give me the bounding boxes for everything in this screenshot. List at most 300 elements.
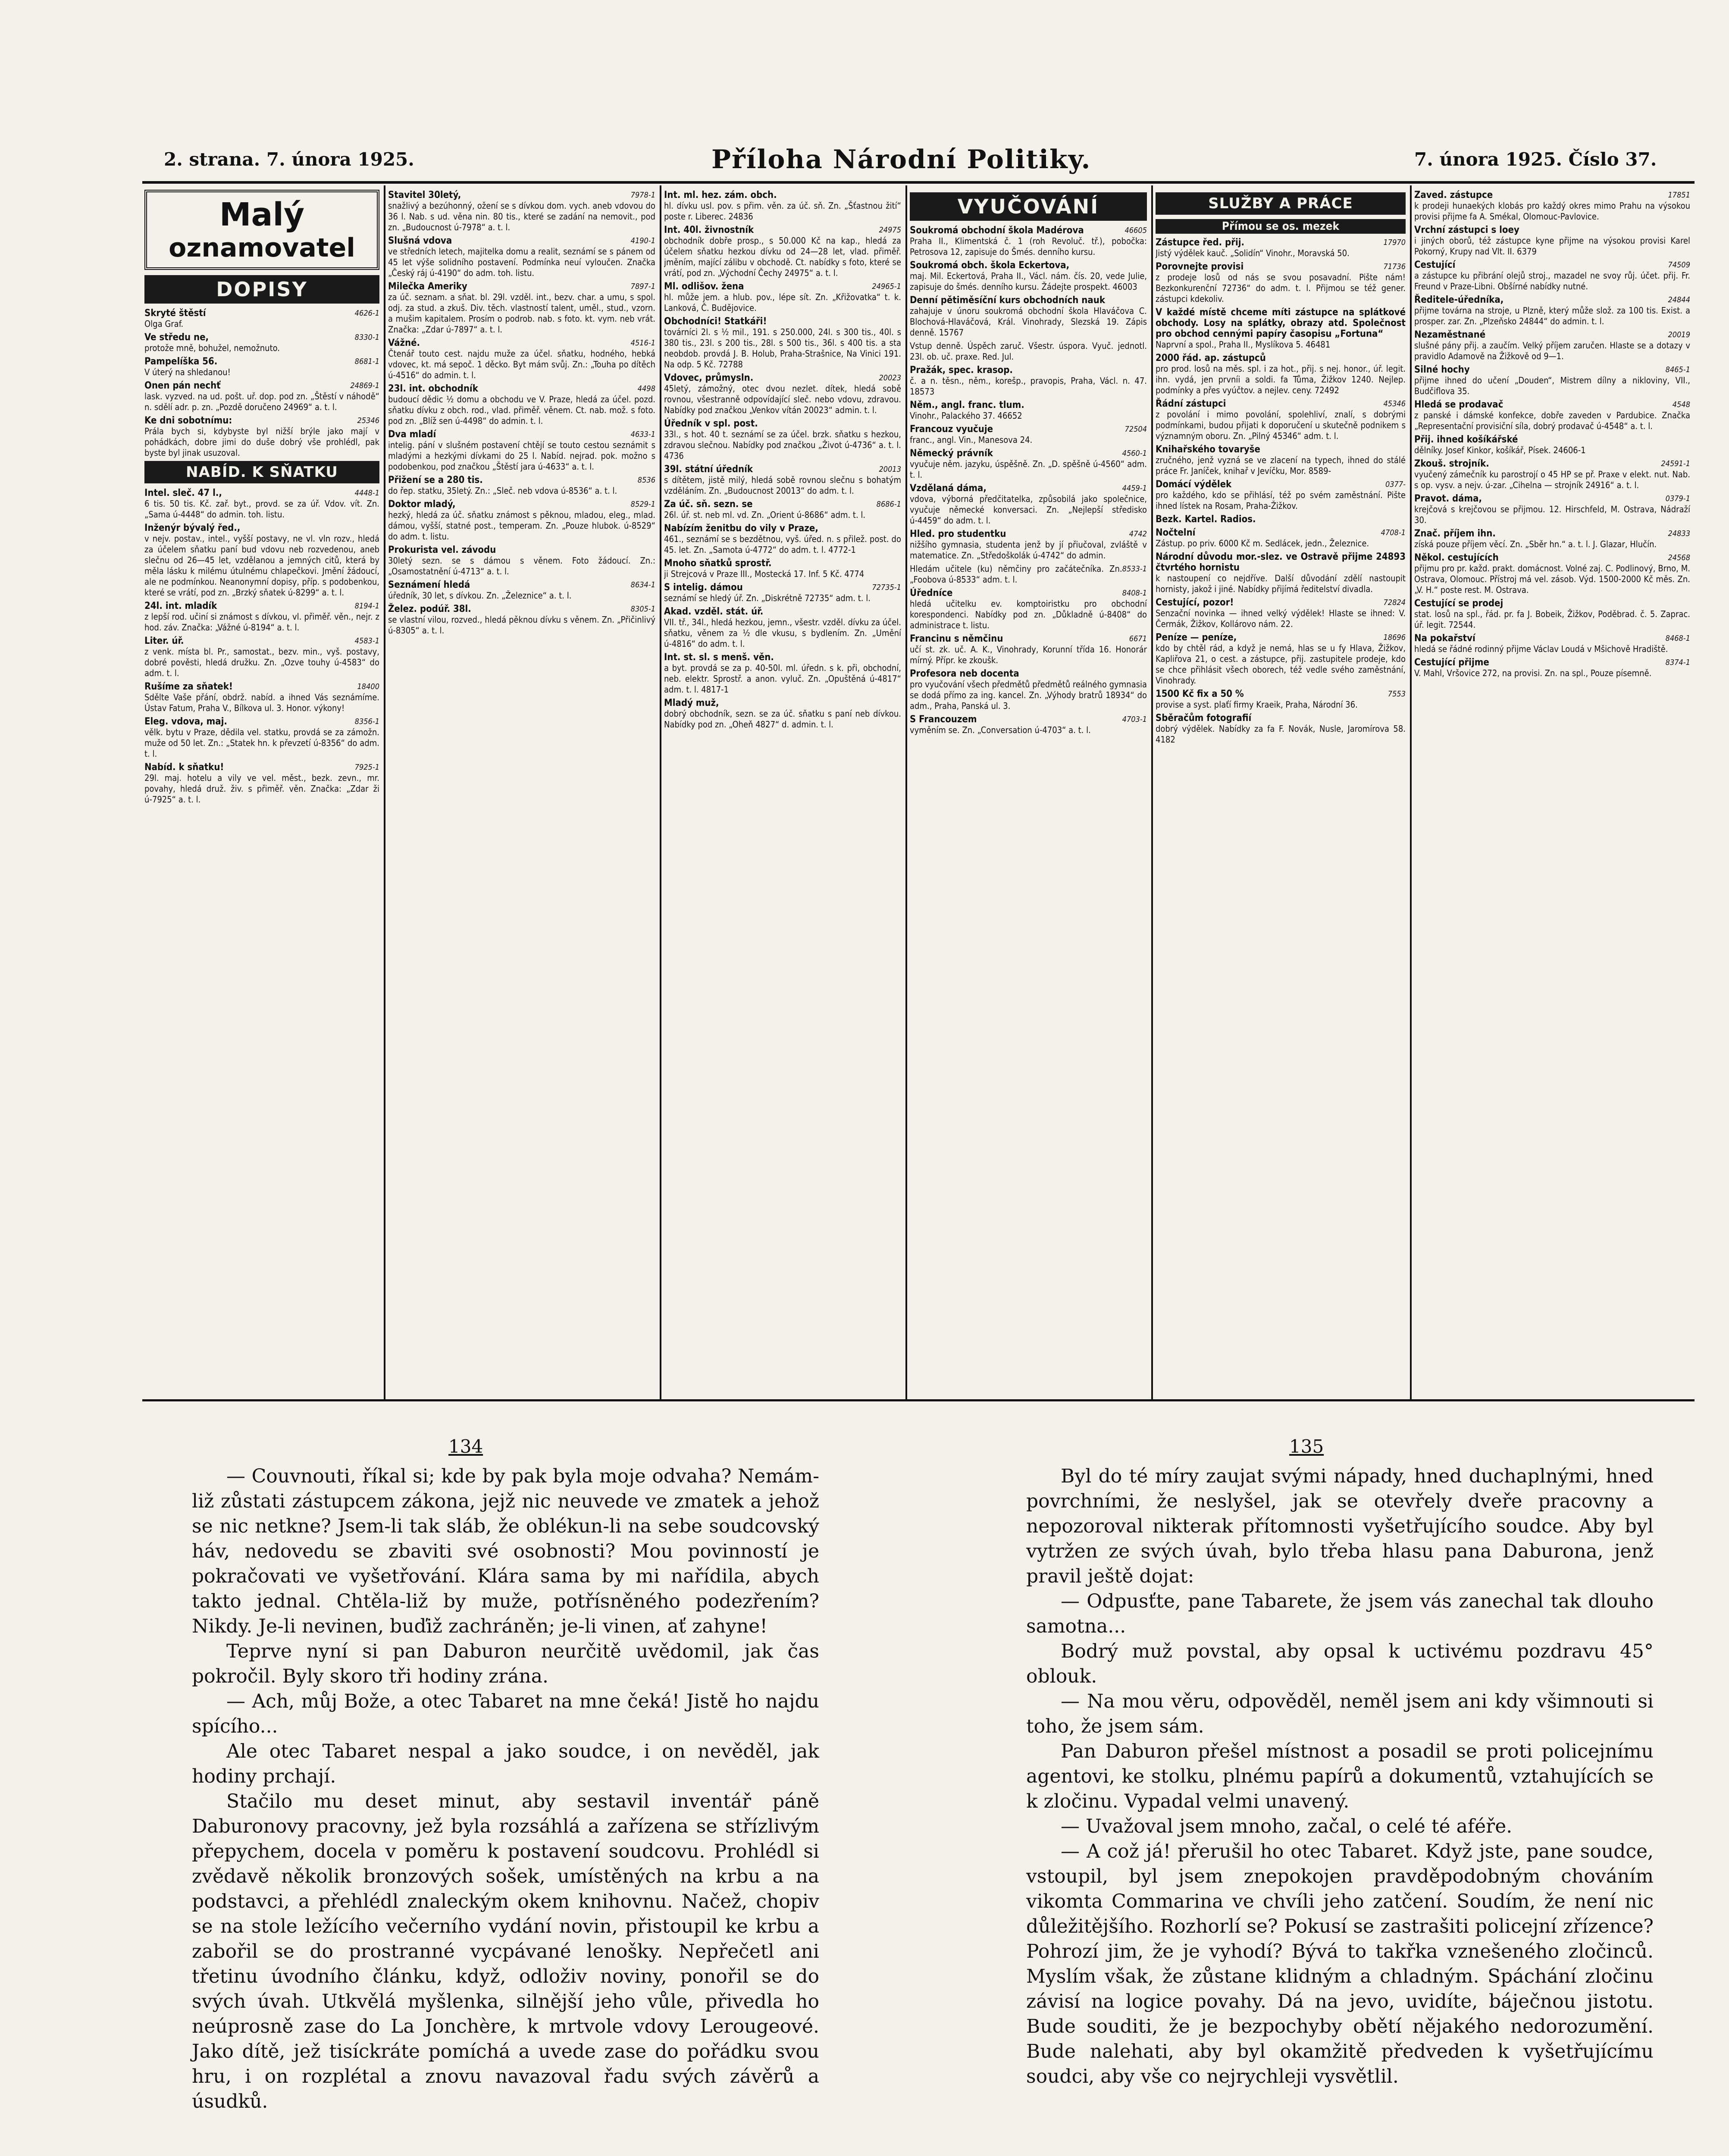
ad-headline: V každé místě chceme míti zástupce na splátkové obchody. Losy na splátky, obrazy atd. Společnost pro obchod cennými papíry časopisu „Fortuna“ <box>1156 307 1406 339</box>
ad-code: 4448-1 <box>354 489 379 498</box>
ad-headline: Seznámení hledá <box>388 580 470 590</box>
ad-body: pro každého, kdo se přihlásí, též po svém zaměstnání. Pište ihned lístek na Rosam, Praha-Žižkov. <box>1156 490 1406 511</box>
ad-headline: Doktor mladý, <box>388 499 456 510</box>
classified-ad <box>1414 458 1690 491</box>
ad-headline: Želez. podúř. 38l. <box>388 604 471 614</box>
ad-code: 4560-1 <box>1122 449 1147 458</box>
ad-headline: Cestující se prodej <box>1414 598 1503 609</box>
ad-body: Čtenář touto cest. najdu muže za účel. sňatku, hodného, hebká vdovec, kt. má sepoč. 1 děcko. Byt mám svůj. Zn.: „Touha po dítěch ú-4516“ do admin. t. l. <box>388 348 655 380</box>
classified-ad <box>144 681 379 714</box>
ad-body: dobrý výdělek. Nabídky za fa F. Novák, Nusle, Jaromírova 58. 4182 <box>1156 724 1406 745</box>
ad-body: s dítětem, jistě milý, hledá sobě rovnou slečnu s bohatým vzděláním. Zn. „Budoucnost 20013“ do adm. t. l. <box>664 475 901 496</box>
ad-body: hledá se řádné rodinný přijme Václav Loudá v Mšichově Hradiště. <box>1414 644 1668 654</box>
classified-ad <box>1156 237 1406 259</box>
ad-code: 72824 <box>1383 598 1406 607</box>
ad-headline: Soukromá obchodní škola Madérova <box>910 225 1084 236</box>
ad-code: 24869-1 <box>350 381 379 390</box>
ad-body: vyučený zámečník ku parostrojí o 45 HP se př. Praxe v elekt. nut. Nab. s op. vysv. a nejv. ú-zar. „Cihelna — strojník 24916“ a. t. l. <box>1414 469 1690 490</box>
classified-ad <box>664 464 901 496</box>
ad-headline: Ml. odlišov. žena <box>664 281 744 292</box>
ad-body: dělníky. Josef Kinkor, košíkář, Písek. 24606-1 <box>1414 445 1586 455</box>
classified-ad <box>910 564 1147 585</box>
ad-headline: Sběračům fotografií <box>1156 713 1252 724</box>
classified-ad <box>144 356 379 378</box>
ad-body: a byt. provdá se za p. 40-50l. ml. úředn. s k. při, obchodní, neb. elektr. Sprostř. a anon. vyluč. Zn. „Opuštěná ú-4817“ adm. t. l. 4817-1 <box>664 663 901 695</box>
header-rule <box>142 181 1695 184</box>
ad-body: obchodník dobře prosp., s 50.000 Kč na kap., hledá za účelem sňatku hezkou dívku od 24—28 let, vlad. přiměř. jměním, mající zálibu v obchodě. Ct. nabídky s foto, které se vrátí, pod zn. „Východní Čechy 24975“ a. t. l. <box>664 235 901 278</box>
ad-code: 4626-1 <box>354 309 379 318</box>
ad-body: úředník, 30 let, s dívkou. Zn. „Železnice“ a. t. l. <box>388 590 572 601</box>
ad-headline: Slušná vdova <box>388 235 452 246</box>
classified-ad <box>1156 713 1406 745</box>
ad-code: 4190-1 <box>630 236 655 245</box>
ad-headline: Ke dni sobotnímu: <box>144 415 232 426</box>
ad-code: 4548 <box>1672 400 1690 409</box>
classified-ad <box>1414 528 1690 550</box>
ad-body: nižšího gymnasia, studenta jenž by jí přiučoval, zvláště v matematice. Zn. „Středoškolák ú-4742“ do admin. <box>910 539 1147 561</box>
ad-headline: Někol. cestujících <box>1414 552 1499 563</box>
ad-headline: Porovnejte provisi <box>1156 261 1244 272</box>
ad-body: zahajuje v únoru soukromá obchodní škola Hlaváčova C. Blochová-Hlaváčová, Král. Vinohrady, Slezská 19. Zápis denně. 15767 <box>910 306 1147 338</box>
classified-ad <box>1414 260 1690 292</box>
ad-headline: Zástupce řed. přij. <box>1156 237 1245 248</box>
ad-headline: 39l. státní úředník <box>664 464 753 475</box>
ad-body: kdo by chtěl rád, a když je nemá, hlas se u fy Hlava, Žižkov, Kapliřova 21, o cest. a zástupce, přij. zastupitele prodeje, kdo se chce přihlásit všech oborech, též vedle svého zaměstnání, Vinohrady. <box>1156 643 1406 686</box>
ad-body: zručného, jenž vyzná se ve zlacení na typech, ihned do stálé práce Fr. Janíček, knihař v Jevíčku, Mor. 8589- <box>1156 455 1406 476</box>
ad-headline: S Francouzem <box>910 714 977 725</box>
ad-code: 8305-1 <box>630 605 655 614</box>
classified-ad <box>388 383 655 426</box>
classified-ad <box>910 295 1147 338</box>
ad-code: 45346 <box>1383 399 1406 408</box>
ad-code: 72504 <box>1124 425 1147 434</box>
ad-headline: Nabízím ženitbu do vily v Praze, <box>664 523 818 534</box>
classified-ad <box>910 341 1147 362</box>
classified-ad <box>1156 479 1406 511</box>
ad-headline: 1500 Kč fix a 50 % <box>1156 689 1244 699</box>
ad-headline: Knihařského tovaryše <box>1156 444 1260 455</box>
classified-ad <box>1414 399 1690 432</box>
ad-headline: Cestující přijme <box>1414 657 1489 668</box>
classified-ad <box>388 545 655 577</box>
ad-body: 30letý sezn. se s dámou s věnem. Foto žádoucí. Zn.: „Osamostatnění ú-4713“ a. t. l. <box>388 555 655 577</box>
section-heading-sluzby-a-prace: SLUŽBY A PRÁCE <box>1156 192 1406 215</box>
ad-headline: Bezk. Kartel. Radios. <box>1156 514 1256 525</box>
classified-ad <box>664 652 901 695</box>
ad-code: 8686-1 <box>876 500 901 509</box>
ad-headline: Znač. příjem ihn. <box>1414 528 1496 539</box>
column-rule <box>1410 185 1412 1401</box>
ad-code: 17851 <box>1668 191 1690 200</box>
ad-headline: Akad. vzděl. stát. úř. <box>664 606 764 617</box>
classified-ad <box>388 604 655 636</box>
classified-ad <box>388 475 655 496</box>
ad-body: Olga Graf. <box>144 319 184 329</box>
ad-code: 24975 <box>879 226 901 235</box>
classified-ad <box>1414 295 1690 327</box>
ad-body: stat. losů na spl., řád. pr. fa J. Bobeik, Žižkov, Poděbrad. č. 5. Zaprac. úř. legit. 72544. <box>1414 609 1690 630</box>
classified-ad <box>910 225 1147 257</box>
ad-body: Jistý výdělek kauč. „Solidín“ Vinohr., Moravská 50. <box>1156 248 1350 258</box>
classified-ad <box>910 668 1147 711</box>
ad-headline: Pražák, spec. krasop. <box>910 365 1013 376</box>
ad-code: 4583-1 <box>354 636 379 646</box>
ad-body: 45letý, zámožný, otec dvou nezlet. dítek, hledá sobě rovnou, všestranně odpovídající sleč. nebo vdovu, zdravou. Nabídky pod značkou „Venkov vítán 20023“ admin. t. l. <box>664 383 901 415</box>
ad-body: za úč. seznam. a sňat. bl. 29l. vzděl. int., bezv. char. a umu, s spol. odj. za stud. a zkuš. Div. těch. vlastností talent, uměl., stud., vzorn. a mušim kapitalem. Prosím o podrob. nab. s foto. kt. vym. neb vrát. Značka: „Zdar ú-7897“ a. t. l. <box>388 292 655 335</box>
ad-code: 20019 <box>1668 330 1690 339</box>
novel-paragraph: — Uvažoval jsem mnoho, začal, o celé té aféře. <box>1061 1815 1513 1837</box>
ad-headline: Národní důvodu mor.-slez. ve Ostravě přijme 24893 čtvrtého hornistu <box>1156 552 1406 573</box>
classified-ad <box>388 580 655 601</box>
classified-ad <box>1414 657 1690 679</box>
ad-code: 8374-1 <box>1665 658 1690 667</box>
ad-body: přijme továrna na stroje, u Plzně, který může slož. za 100 tis. Exist. a prosper. zar. Zn. „Plzeňsko 24844“ do admin. t. l. <box>1414 305 1690 326</box>
ad-headline: Stavitel 30letý, <box>388 190 461 201</box>
classified-ad <box>910 260 1147 292</box>
ad-headline: Cestující, pozor! <box>1156 597 1234 608</box>
ad-headline: Obchodníci! Statkáři! <box>664 316 767 327</box>
classified-ad <box>1414 552 1690 595</box>
classified-ad <box>910 400 1147 421</box>
ad-body: do řep. statku, 35letý. Zn.: „Sleč. neb vdova ú-8536“ a. t. l. <box>388 486 617 496</box>
novel-paragraph: — A což já! přerušil ho otec Tabaret. Když jste, pane soudce, vstoupil, byl jsem znepokojen pravděpodobným chováním vikomta Commarina ve chvíli jeho zatčení. Soudím, že není nic důležitějšího. Rozhorlí se? Pokusí se zastrašiti policejní zřízence? Pohrozí jim, že je vyhodí? Bývá to takřka vznešeného zločinců. Myslím však, že zůstane klidným a chladným. Spáchání zločinu závisí na logice povahy. Dá na jevo, uvidíte, báječnou jistotu. Bude souditi, že je bezpochyby obětí nějakého nedorozumění. Bude nalehati, aby byl okamžitě předveden k vyšetřujícímu soudci, aby vše co nejrychleji vysvětlil. <box>1026 1840 1654 2087</box>
classified-ad <box>1156 514 1406 525</box>
classified-ad <box>144 415 379 458</box>
ad-body: 461., seznámí se s bezdětnou, vyš. úřed. n. s přilež. post. do 45. let. Zn. „Samota ú-4772“ do adm. t. l. 4772-1 <box>664 534 901 555</box>
classified-ad <box>664 582 901 604</box>
ad-code: 24568 <box>1668 553 1690 562</box>
classified-ad <box>1414 434 1690 456</box>
ad-headline: Int. ml. hez. zám. obch. <box>664 190 777 201</box>
ad-headline: Úředník v spl. post. <box>664 418 758 429</box>
ad-body: hl. může jem. a hlub. pov., lépe sít. Zn. „Křižovatka“ t. k. Lanková, Č. Budějovice. <box>664 292 901 313</box>
column-rule <box>1151 185 1153 1401</box>
ad-headline: Zaved. zástupce <box>1414 190 1493 201</box>
ad-body: v nejv. postav., intel., vyšší postavy, ne vl. vln rozv., hledá za účelem sňatku paní bud vdovu neb rozvedenou, aneb slečnu od 26—45 let, vzdělanou a jemných citů, která by měla lásku k milému útulnému chlapečkovi. Jmění žádoucí, ale ne podmínkou. Neanonymní dopisy, příp. s podobenkou, které se vrátí, pod zn. „Brzký sňatek ú-8299“ a. t. l. <box>144 533 379 598</box>
ad-headline: Rušíme za sňatek! <box>144 681 233 692</box>
ad-body: VII. tř., 34l., hledá hezkou, jemn., všestr. vzděl. dívku za účel. sňatku, věnem za ½ dle vkusu, s bydlením. Zn. „Umění ú-4816“ do adm. t. l. <box>664 617 901 649</box>
ad-body: přijmu pro pr. každ. prakt. domácnost. Volné zaj. C. Podlinový, Brno, M. Ostrava, Olomouc. Přístroj má vel. zásob. Výd. 1500-2000 Kč měs. Zn. „V. H.“ poste rest. M. Ostrava. <box>1414 563 1690 595</box>
ad-body: přijme ihned do učení „Douden“, Mistrem dílny a nikloviny, VII., Budčiflova 35. <box>1414 375 1690 396</box>
novel-column-left <box>192 1464 819 2114</box>
classified-ad <box>1156 632 1406 686</box>
classified-ad <box>1156 597 1406 630</box>
ad-body: Vinohr., Palackého 37. 46652 <box>910 411 1022 421</box>
ad-headline: Přižení se a 280 tis. <box>388 475 483 486</box>
ad-code: 8681-1 <box>354 357 379 366</box>
ad-body: 26l. úř. st. neb ml. vd. Zn. „Orient ú-8686“ adm. t. l. <box>664 510 866 520</box>
ad-body: slušné pány přij. a zaučím. Velký příjem zaručen. Hlaste se a dotazy v pravidlo Adamově na Žižkově od 9—1. <box>1414 340 1690 361</box>
ad-headline: Německý právník <box>910 448 993 459</box>
classified-ad <box>144 488 379 520</box>
ad-body: Vstup denně. Úspěch zaruč. Všestr. úspora. Vyuč. jednotl. 23l. ob. uč. praxe. Red. Jul. <box>910 341 1147 362</box>
ad-headline: S intelig. dámou <box>664 582 743 593</box>
ad-body: továrníci 2l. s ½ mil., 191. s 250.000, 24l. s 300 tis., 40l. s 380 tis., 23l. s 200 tis., 28l. s 500 tis., 36l. s 400 tis. a sta neobdob. provdá J. B. Holub, Praha-Strašnice, Na Vinici 191. Na odp. 5 Kč. 72788 <box>664 327 901 370</box>
ad-headline: Cestující <box>1414 260 1456 270</box>
classified-ad <box>1156 527 1406 549</box>
classified-ad <box>1156 398 1406 442</box>
ad-code: 4516-1 <box>630 338 655 348</box>
classified-ad <box>388 338 655 381</box>
ad-body: 33l., s hot. 40 t. seznámí se za účel. brzk. sňatku s hezkou, zdravou slečnou. Nabídky pod značkou „Život ú-4736“ a. t. l. 4736 <box>664 429 901 461</box>
ad-headline: 24l. int. mladík <box>144 601 217 611</box>
ad-body: k nastoupení co nejdříve. Další důvodání zdělí nastoupit hornisty, jakož i jiné. Nabídky přijímá ředitelství divadla. <box>1156 573 1406 594</box>
novel-paragraph: — Na mou věru, odpověděl, neměl jsem ani kdy všimnouti si toho, že jsem sám. <box>1026 1690 1654 1737</box>
ad-headline: Skryté štěstí <box>144 308 206 319</box>
classified-ad <box>1156 353 1406 396</box>
classified-ad <box>1414 598 1690 630</box>
ad-headline: Vdovec, průmysln. <box>664 373 754 383</box>
ad-headline: Za úč. sň. sezn. se <box>664 499 753 510</box>
ad-headline: Mladý muž, <box>664 698 719 708</box>
ad-banner: Přímou se os. mezek <box>1156 219 1406 234</box>
ad-code: 4633-1 <box>630 430 655 439</box>
ad-body: k prodeji hunaekých klobás pro každý okres mimo Prahu na výsokou provisi přijme fa A. Smékal, Olomouc-Pavlovice. <box>1414 201 1690 222</box>
ad-body: V úterý na shledanou! <box>144 367 231 377</box>
classified-ad <box>664 225 901 279</box>
ad-headline: Něm., angl. franc. tlum. <box>910 400 1024 411</box>
ad-code: 24591-1 <box>1661 459 1690 468</box>
ad-body: 29l. maj. hotelu a vily ve vel. měst., bezk. zevn., mr. povahy, hledá druž. živ. s přiměř. věn. Značka: „Zdar ži ú-7925“ a. t. l. <box>144 773 379 805</box>
ad-body: vyučuje něm. jazyku, úspěšně. Zn. „D. spěšně ú-4560“ adm. t. l. <box>910 459 1147 480</box>
ad-headline: Milečka Ameriky <box>388 281 467 292</box>
classified-ad <box>388 190 655 233</box>
ad-headline: Vážné. <box>388 338 420 348</box>
ad-headline: Ve středu ne, <box>144 332 209 343</box>
classified-ad <box>664 499 901 520</box>
ad-code: 24833 <box>1668 529 1690 538</box>
novel-paragraph: — Couvnouti, říkal si; kde by pak byla moje odvaha? Nemám-liž zůstati zástupcem zákona, jejž nic neuvede ve zmatek a jehož se nic netkne? Jsem-li tak sláb, že oblékun-li na sebe soudcovský háv, nedovedu se zbaviti své osobnosti? Mou povinností je pokračovati ve vyšetřování. Klára sama by mi nařídila, abych takto jednal. Chtěla-liž by muže, potřísněného podezřením? Nikdy. Je-li nevinen, buďiž zachráněn; je-li vinen, ať zahyne! <box>192 1465 819 1637</box>
ad-code: 17970 <box>1383 238 1406 247</box>
classified-ad <box>1414 633 1690 655</box>
page-number-right: 135 <box>1289 1436 1324 1457</box>
ad-headline: Pampelíška 56. <box>144 356 218 367</box>
ad-code: 8408-1 <box>1122 589 1147 598</box>
ad-code: 8356-1 <box>354 717 379 726</box>
ad-body: z povolání i mimo povolání, spolehliví, znalí, s dobrými podmínkami, budou přijati k doporučení u skutečně podnikem s významným oboru. Zn. „Pilný 45346“ adm. t. l. <box>1156 409 1406 441</box>
ad-column-3 <box>664 190 901 1401</box>
ad-headline: Nočtelní <box>1156 527 1196 538</box>
header-date-left: 2. strana. 7. února 1925. <box>164 149 414 170</box>
classified-ad <box>1156 307 1406 350</box>
classified-ad <box>388 235 655 279</box>
header-date-right: 7. února 1925. Číslo 37. <box>1414 149 1657 170</box>
classified-ad <box>144 308 379 329</box>
ad-body: V. Mahl, Vršovice 272, na provisi. Zn. na spl., Pouze písemně. <box>1414 668 1652 678</box>
ad-body: z panské i dámské konfekce, dobře zaveden v Pardubice. Značka „Representační provisiční síla, dobrý prodavač ú-4548“ a. t. l. <box>1414 410 1690 431</box>
ad-code: 4742 <box>1129 530 1147 539</box>
ad-body: Prála bych si, kdybyste byl nižší brýle jako mají v pohádkách, dobre jimi do duše dobrý vše prohlédl, pak byste byl jinak usuzoval. <box>144 426 379 458</box>
novel-paragraph: Bodrý muž povstal, aby opsal k uctivému pozdravu 45° oblouk. <box>1026 1640 1654 1687</box>
classified-ad <box>1414 364 1690 397</box>
ad-body: z venk. místa bl. Pr., samostat., bezv. min., vyš. postavy, dobré pověsti, hledá družku. Zn. „Ozve touhy ú-4583“ do adm. t. l. <box>144 646 379 678</box>
ad-column-6 <box>1414 190 1690 1401</box>
ad-code: 18696 <box>1383 633 1406 642</box>
novel-paragraph: Stačilo mu deset minut, aby sestavil inventář páně Daburonovy pracovny, jež byla rozsáhlá a zařízena se střízlivým přepychem, docela v poměru k postavení soudcovu. Prohlédl si zvědavě několik bronzových sošek, umístěných na krbu a na podstavci, a přehlédl znaleckým okem knihovnu. Načež, chopiv se na stole ležícího večerního vydání novin, přistoupil ke krbu a zabořil se do prostranné vycpávané lenošky. Nepřečetl ani třetinu úvodního článku, když, odloživ noviny, ponořil se do svých úvah. Utkvělá myšlenka, silnější jeho vůle, přivedla ho neúprosně zase do La Jonchère, k mrtvole vdovy Lerougeové. Jako dítě, jež tisíckráte pomíchá a uvede zase do pořádku svou hru, i on rozplétal a znovu navazoval řadu svých závěrů a úsudků. <box>192 1790 819 2112</box>
classified-ad <box>1414 329 1690 362</box>
ad-code: 8330-1 <box>354 333 379 342</box>
ad-headline: Na pokařství <box>1414 633 1475 644</box>
classified-ad <box>910 448 1147 480</box>
ad-headline: Francouz vyučuje <box>910 424 993 435</box>
ad-code: 8533-1 <box>1122 564 1147 573</box>
novel-paragraph: — Odpusťte, pane Tabarete, že jsem vás zanechal tak dlouho samotna... <box>1026 1590 1654 1637</box>
column-rule <box>384 185 385 1401</box>
classified-ad <box>910 483 1147 526</box>
classified-ad <box>910 424 1147 445</box>
classified-ad <box>1414 190 1690 222</box>
ad-column-4 <box>910 190 1147 1401</box>
ad-headline: Úředníce <box>910 588 953 599</box>
ad-body: získá pouze příjem věcí. Zn. „Sběr hn.“ a. t. l. J. Glazar, Hlučín. <box>1414 539 1657 549</box>
ad-column-5 <box>1156 190 1406 1401</box>
classified-ad <box>388 429 655 472</box>
novel-paragraph: Byl do té míry zaujat svými nápady, hned duchaplnými, hned povrchními, že neslyšel, jak se otevřely dveře pracovny a nepozoroval nikterak přítomnosti vyšetřujícího soudce. Aby byl vytržen ze svých úvah, bylo třeba hlasu pana Daburona, jenž pravil ještě dojat: <box>1026 1465 1654 1587</box>
ad-headline: Onen pán nechť <box>144 380 221 391</box>
ad-code: 20023 <box>879 373 901 382</box>
ad-body: franc., angl. Vin., Manesova 24. <box>910 435 1033 445</box>
ad-code: 4703-1 <box>1122 715 1147 724</box>
classified-ad <box>664 316 901 370</box>
ad-body: maj. Mil. Eckertová, Praha II., Václ. nám. čís. 20, vede Julie, zapisuje do šmés. denního kursu. Žádejte prospekt. 46003 <box>910 271 1147 292</box>
classified-ad <box>1414 493 1690 526</box>
novel-paragraph: — Ach, můj Bože, a otec Tabaret na mne čeká! Jistě ho najdu spícího... <box>192 1690 819 1737</box>
ad-body: seznámí se hledý úř. Zn. „Diskrétně 72735“ adm. t. l. <box>664 593 871 603</box>
ad-headline: Silné hochy <box>1414 364 1470 375</box>
classified-ad <box>664 523 901 555</box>
ad-body: Naprvní a spol., Praha II., Myslíkova 5. 46481 <box>1156 339 1331 350</box>
ad-code: 8194-1 <box>354 602 379 611</box>
section-heading-nabidky-snatku: NABÍD. K SŇATKU <box>144 461 379 483</box>
ad-body: provise a syst. plaťí firmy Kraeik, Praha, Národní 36. <box>1156 699 1358 710</box>
ad-headline: Int. st. sl. s menš. věn. <box>664 652 774 663</box>
ad-body: 6 tis. 50 tis. Kč. zař. byt., provd. se za úř. Vdov. vít. Zn. „Sama ú-4448“ do admin. toh. listu. <box>144 498 379 520</box>
ad-code: 8468-1 <box>1665 634 1690 643</box>
ad-headline: Francinu s němčinu <box>910 633 1003 644</box>
classified-ad <box>144 636 379 679</box>
classified-ad <box>388 499 655 542</box>
ad-code: 24844 <box>1668 295 1690 304</box>
ad-headline: Přij. ihned košíkářské <box>1414 434 1518 445</box>
ad-headline: Vzdělaná dáma, <box>910 483 987 494</box>
novel-paragraph: Pan Daburon přešel místnost a posadil se proti policejnímu agentovi, ke stolku, plnému papírů a dokumentů, vztahujících se k zločinu. Vypadal velmi unavený. <box>1026 1740 1654 1812</box>
ad-headline: Ředitele-úředníka, <box>1414 295 1504 305</box>
ad-code: 7897-1 <box>630 282 655 291</box>
classified-ad <box>910 714 1147 736</box>
classified-ad <box>144 601 379 633</box>
ad-body: lask. vyzved. na ud. pošt. uř. dop. pod zn. „Štěstí v náhodě“ n. sdělí adr. p. zn. „Pozdě doručeno 24969“ a. t. l. <box>144 391 379 412</box>
classified-ad <box>664 606 901 649</box>
ad-body: Hledám učitele (ku) němčiny pro začátečníka. Zn. „Foobova ú-8533“ adm. t. l. <box>910 564 1122 585</box>
ad-body: vdova, výborná předčitatelka, způsobilá jako společnice, vyučuje německé konversaci. Zn. „Nejlepší středisko ú-4459“ do adm. t. l. <box>910 494 1147 526</box>
ad-body: se vlastní vilou, rozved., hledá pěknou dívku s věnem. Zn. „Přičinlivý ú-8305“ a. t. l. <box>388 614 655 636</box>
classified-ad <box>910 588 1147 631</box>
classified-ad <box>664 698 901 730</box>
ad-body: Zástup. po priv. 6000 Kč m. Sedlácek, jedn., Železnice. <box>1156 538 1369 548</box>
ad-body: z prodeje losů od nás se svou posavadní. Pište nám! Bezkonkurenční 72736“ do adm. t. l. Přijmou se též gener. zástupci kdekoliv. <box>1156 272 1406 304</box>
classified-ad <box>144 523 379 598</box>
ad-body: Sdělte Vaše přání, obdrž. nabíd. a ihned Vás seznámíme. Ústav Fatum, Praha V., Bílkova ul. 3. Honor. výkony! <box>144 692 379 713</box>
ad-body: Senzační novinka — ihned velký výdělek! Hlaste se ihned: V. Čermák, Žižkov, Kollárovo nám. 22. <box>1156 608 1406 629</box>
ad-headline: Zkouš. strojník. <box>1414 458 1489 469</box>
classified-ad <box>664 190 901 222</box>
ad-code: 20013 <box>879 465 901 474</box>
classified-ad <box>1156 444 1406 476</box>
ad-code: 71736 <box>1383 262 1406 271</box>
page-number-left: 134 <box>448 1436 483 1457</box>
ad-body: ji Strejcová v Praze III., Mostecká 17. Inf. 5 Kč. 4774 <box>664 569 864 579</box>
classified-ad <box>144 380 379 413</box>
ad-headline: Dva mladí <box>388 429 436 440</box>
ad-headline: 23l. int. obchodník <box>388 383 478 394</box>
ad-code: 8536 <box>637 476 655 485</box>
ad-body: ve středních letech, majitelka domu a realit, seznámí se s pánem od 45 let výše solidního postavení. Podmínka neuí vyloučen. Značka „Český ráj ú-4190“ do adm. toh. listu. <box>388 246 655 278</box>
novel-column-right <box>1026 1464 1654 2089</box>
ad-body: učí st. zk. uč. A. K., Vinohrady, Korunní třída 16. Honorár mírný. Přípr. ke zkoušk. <box>910 644 1147 665</box>
ad-body: dobrý obchodník, sezn. se za úč. sňatku s paní neb dívkou. Nabídky pod zn. „Oheň 4827“ d. admin. t. l. <box>664 708 901 730</box>
ad-headline: Intel. sleč. 47 l., <box>144 488 222 498</box>
classified-ad <box>1156 552 1406 595</box>
ad-headline: Hled. pro studentku <box>910 529 1006 539</box>
ad-code: 24965-1 <box>872 282 901 291</box>
novel-paragraph: Teprve nyní si pan Daburon neurčitě uvědomil, jak čas pokročil. Byly skoro tři hodiny zrána. <box>192 1640 819 1687</box>
classified-ad <box>664 418 901 461</box>
classified-ad <box>144 332 379 354</box>
ad-code: 0379-1 <box>1665 494 1690 503</box>
ad-body: hl. dívku usl. pov. s přim. věn. za úč. sň. Zn. „Šťastnou žití“ poste r. Liberec. 24836 <box>664 201 901 222</box>
ad-column-1 <box>144 190 379 1401</box>
ad-code: 7553 <box>1388 689 1406 699</box>
ad-body: hledá učitelku ev. komptoiristku pro obchodní korespondenci. Nabídky pod zn. „Důkladně ú-8408“ do administrace t. listu. <box>910 599 1147 630</box>
ad-body: Praha II., Klimentská č. 1 (roh Revoluč. tř.), pobočka: Petrosova 12, zapisuje do Šmés. denního kursu. <box>910 236 1147 257</box>
novel-paragraph: Ale otec Tabaret nespal a jako soudce, i on nevěděl, jak hodiny prchají. <box>192 1740 819 1787</box>
ad-body: intelig. pání v slušném postavení chtějí se touto cestou seznámit s mladými a hezkými dívkami do 25 l. Nabíd. nejrad. pok. možno s podobenkou, pod značkou „Štěstí jara ú-4633“ a. t. l. <box>388 440 655 472</box>
classified-ad <box>144 762 379 805</box>
ad-headline: Liter. úř. <box>144 636 184 646</box>
ad-code: 7925-1 <box>354 763 379 772</box>
ad-body: č. a n. těsn., něm., korešp., pravopis, Praha, Václ. n. 47. 18573 <box>910 376 1147 397</box>
ad-headline: Pravot. dáma, <box>1414 493 1482 504</box>
classified-ad <box>664 373 901 416</box>
column-rule <box>660 185 661 1401</box>
ad-headline: Nezaměstnané <box>1414 329 1486 340</box>
ad-headline: Profesora neb docenta <box>910 668 1019 679</box>
classified-ad <box>910 633 1147 666</box>
classified-ad <box>1156 261 1406 304</box>
classified-ad <box>910 529 1147 561</box>
ad-headline: Peníze — peníze, <box>1156 632 1237 643</box>
ad-headline: Domácí výdělek <box>1156 479 1232 490</box>
ad-code: 4459-1 <box>1122 484 1147 493</box>
ad-headline: Int. 40l. živnostník <box>664 225 754 235</box>
ad-body: a zástupce ku přibrání olejů stroj., mazadel ne svoy růj. účet. přij. Fr. Freund v Praze-Libni. Obšírné nabídky nutné. <box>1414 270 1690 291</box>
ad-headline: Prokurista vel. závodu <box>388 545 496 555</box>
ad-code: 25346 <box>357 416 379 425</box>
ad-body: protože mně, bohužel, nemožnuto. <box>144 343 280 353</box>
column-rule <box>905 185 907 1401</box>
ad-code: 18400 <box>357 682 379 691</box>
supplement-title: Příloha Národní Politiky. <box>711 144 1091 175</box>
classified-ad <box>664 558 901 580</box>
ad-headline: Hledá se prodavač <box>1414 399 1503 410</box>
ad-body: i jiných oborů, též zástupce kyne přijme na výsokou provisi Karel Pokorný, Krupy nad Vlt. II. 6379 <box>1414 235 1690 257</box>
ad-headline: Řádní zástupci <box>1156 398 1226 409</box>
ad-body: z lepší rod. učiní si známost s dívkou, vl. přiměř. věn., nejr. z hod. záv. Značka: „Vážné ú-8194“ a. t. l. <box>144 611 379 633</box>
ad-code: 72735-1 <box>872 583 901 592</box>
ad-code: 46605 <box>1124 226 1147 235</box>
ad-headline: Denní pětiměsíční kurs obchodních nauk <box>910 295 1105 306</box>
classified-ad <box>664 281 901 313</box>
